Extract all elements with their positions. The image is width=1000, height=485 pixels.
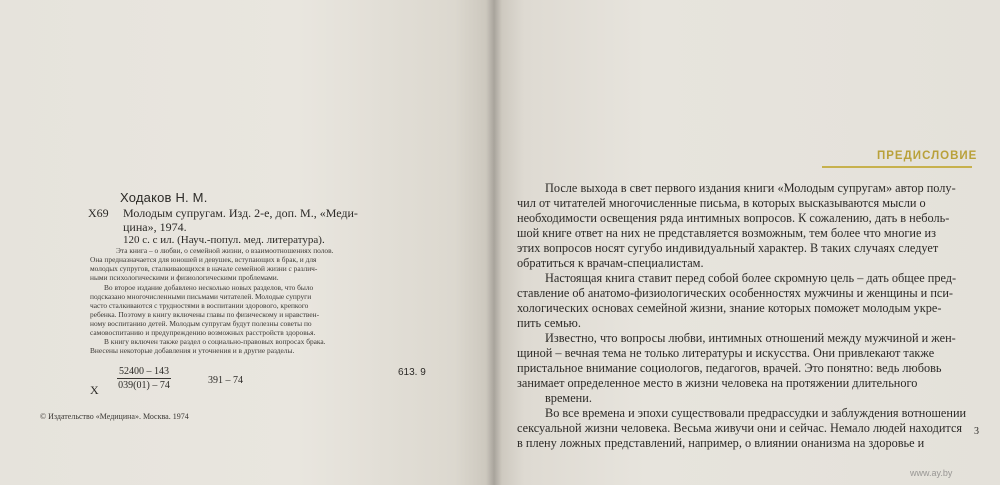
- fraction-prefix: X: [90, 383, 99, 397]
- annotation-line: самовоспитанию и предупреждению возможных расстройств здоровья.: [90, 328, 316, 337]
- annotation-line: молодых супругов, сталкивающихся в начале семейной жизни с различ-: [90, 264, 318, 273]
- catalog-line: Молодым супругам. Изд. 2-е, доп. М., «Меди-: [123, 206, 358, 220]
- annotation-line: часто сталкиваются с трудностями в воспитании здорового, крепкого: [90, 301, 309, 310]
- section-title-rule: [822, 166, 972, 168]
- left-page: [0, 0, 494, 485]
- bbk-code: 613. 9: [398, 367, 426, 378]
- body-line: ставление об анатомо-физиологических особенностях мужчины и женщины и пси-: [517, 286, 954, 300]
- catalog-author-heading: Ходаков Н. М.: [120, 190, 208, 205]
- copyright-line: © Издательство «Медицина». Москва. 1974: [40, 412, 189, 421]
- body-line: Настоящая книга ставит перед собой более скромную цель – дать общее пред-: [545, 271, 957, 285]
- annotation-line: Во второе издание добавлено несколько новых разделов, что было: [104, 283, 314, 292]
- body-line: сексуальной жизни человека. Весьма живучи они и сейчас. Немало людей находится: [517, 421, 963, 435]
- watermark: www.ay.by: [910, 468, 953, 478]
- body-line: пристальное внимание социологов, педагогов, врачей. Это понятно: ведь любовь: [517, 361, 942, 375]
- catalog-fraction: [117, 366, 171, 391]
- book-gutter: [486, 0, 502, 485]
- catalog-line: 120 с. с ил. (Науч.-попул. мед. литература).: [123, 234, 325, 246]
- annotation-line: Эта книга – о любви, о семейной жизни, о взаимоотношениях полов.: [116, 246, 334, 255]
- body-line: Известно, что вопросы любви, интимных отношений между мужчиной и жен-: [545, 331, 956, 345]
- catalog-line: цина», 1974.: [123, 220, 187, 234]
- body-line: занимает определенное место в жизни человека на протяжении длительного: [517, 376, 918, 390]
- annotation-line: В книгу включен также раздел о социально-правовых вопросах брака.: [104, 337, 326, 346]
- body-line: обратиться к врачам-специалистам.: [517, 256, 704, 270]
- catalog-class-code: X69: [88, 206, 109, 220]
- body-line: чил от читателей многочисленные письма, в которых высказываются мысли о: [517, 196, 926, 210]
- body-line: времени.: [545, 391, 592, 405]
- fraction-denominator: 039(01) – 74: [118, 380, 170, 391]
- annotation-line: ными психологическими и физиологическими проблемами.: [90, 273, 279, 282]
- fraction-suffix: 391 – 74: [208, 375, 243, 386]
- body-line: щиной – вечная тема не только литературы и искусства. Они привлекают также: [517, 346, 935, 360]
- body-line: шой книге ответ на них не представляется возможным, тем более что многие из: [517, 226, 936, 240]
- annotation-line: подсказано многочисленными письмами читателей. Молодые супруги: [90, 292, 312, 301]
- fraction-numerator: 52400 – 143: [119, 366, 169, 377]
- body-line: пить семью.: [517, 316, 581, 330]
- body-line: необходимости освещения ряда интимных вопросов. К сожалению, дать в неболь-: [517, 211, 950, 225]
- annotation-line: Внесены некоторые добавления и уточнения и в другие разделы.: [90, 346, 295, 355]
- annotation-line: Она предназначается для юношей и девушек, вступающих в брак, и для: [90, 255, 317, 264]
- body-line: После выхода в свет первого издания книги «Молодым супругам» автор полу-: [545, 181, 956, 195]
- section-title: ПРЕДИСЛОВИЕ: [877, 150, 978, 162]
- annotation-line: ному воспитанию детей. Молодым супругам будут полезны советы по: [90, 319, 312, 328]
- page-number: 3: [974, 426, 979, 437]
- body-line: хологических основах семейной жизни, знание которых поможет молодым укре-: [517, 301, 942, 315]
- body-line: в плену ложных представлений, например, о влиянии онанизма на здоровье и: [517, 436, 925, 450]
- annotation-line: ребенка. Поэтому в книгу включены главы по физическому и нравствен-: [90, 310, 320, 319]
- right-page: [494, 0, 1000, 485]
- body-line: Во все времена и эпохи существовали предрассудки и заблуждения вотношении: [545, 406, 967, 420]
- body-line: этих вопросов носят сугубо индивидуальный характер. В таких случаях следует: [517, 241, 939, 255]
